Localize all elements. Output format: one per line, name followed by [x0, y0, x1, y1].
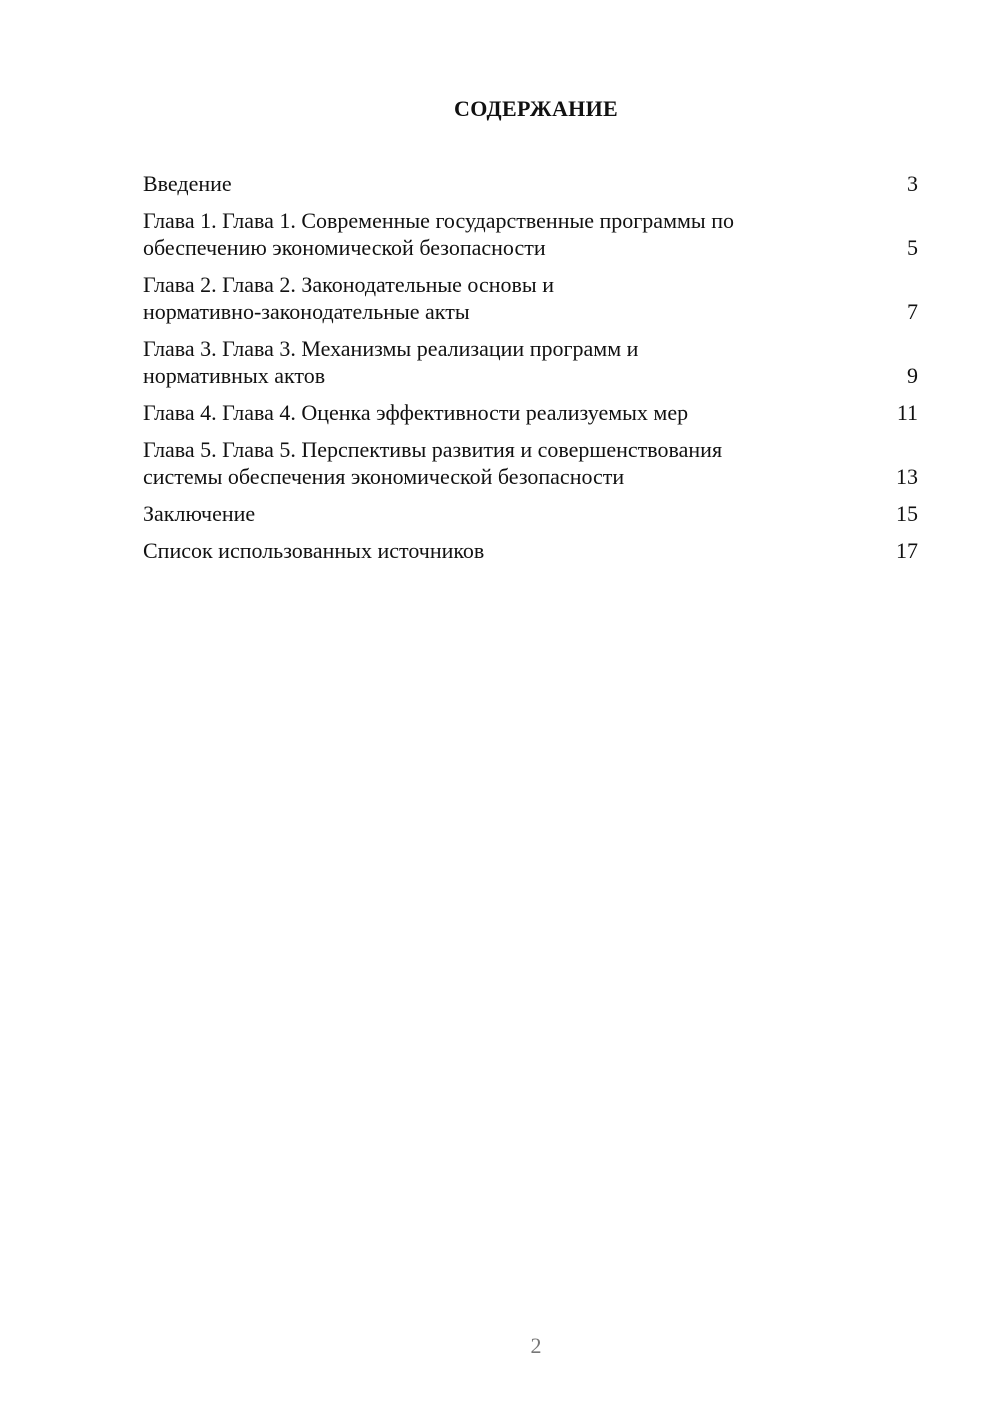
toc-entry-chapter-4[interactable] [143, 399, 918, 426]
toc-entry-line: Заключение [143, 501, 256, 526]
toc-entry-page-number: 5 [907, 235, 918, 260]
toc-entry-introduction[interactable] [143, 170, 918, 197]
toc-entry-page-number: 17 [896, 538, 918, 563]
page-number: 2 [530, 1333, 542, 1358]
toc-entry-chapter-2[interactable] [143, 271, 918, 325]
toc-entry-line: системы обеспечения экономической безопасности [143, 464, 625, 489]
toc-entry-page-number: 3 [907, 171, 918, 196]
toc-entry-line: Список использованных источников [143, 538, 485, 563]
toc-entry-title [143, 399, 918, 426]
toc-entry-page-number: 11 [896, 400, 918, 425]
toc-entry-references[interactable] [143, 537, 918, 564]
toc-entry-title [143, 170, 918, 197]
toc-entry-title [143, 271, 918, 325]
toc-entry-title [143, 436, 918, 490]
toc-entry-line: обеспечению экономической безопасности [143, 235, 546, 260]
toc-entry-chapter-3[interactable] [143, 335, 918, 389]
toc-entry-title [143, 207, 918, 261]
toc-entry-page-number: 9 [907, 363, 918, 388]
toc-entry-line: Глава 3. Глава 3. Механизмы реализации программ и [143, 336, 639, 361]
toc-entry-conclusion[interactable] [143, 500, 918, 527]
toc-entry-title [143, 335, 918, 389]
toc-entry-line: Глава 2. Глава 2. Законодательные основы и [143, 272, 554, 297]
toc-entry-page-number: 7 [907, 299, 918, 324]
toc-entry-page-number: 13 [896, 464, 918, 489]
toc-entry-chapter-1[interactable] [143, 207, 918, 261]
page-title: СОДЕРЖАНИЕ [454, 96, 618, 121]
table-of-contents [143, 170, 918, 574]
toc-entry-line: нормативных актов [143, 363, 326, 388]
toc-entry-line: Введение [143, 171, 232, 196]
toc-entry-title [143, 500, 918, 527]
toc-entry-line: нормативно-законодательные акты [143, 299, 470, 324]
toc-entry-title [143, 537, 918, 564]
toc-entry-line: Глава 5. Глава 5. Перспективы развития и совершенствования [143, 437, 723, 462]
toc-entry-line: Глава 1. Глава 1. Современные государственные программы по [143, 208, 734, 233]
toc-entry-line: Глава 4. Глава 4. Оценка эффективности реализуемых мер [143, 400, 689, 425]
toc-entry-page-number: 15 [896, 501, 918, 526]
toc-entry-chapter-5[interactable] [143, 436, 918, 490]
